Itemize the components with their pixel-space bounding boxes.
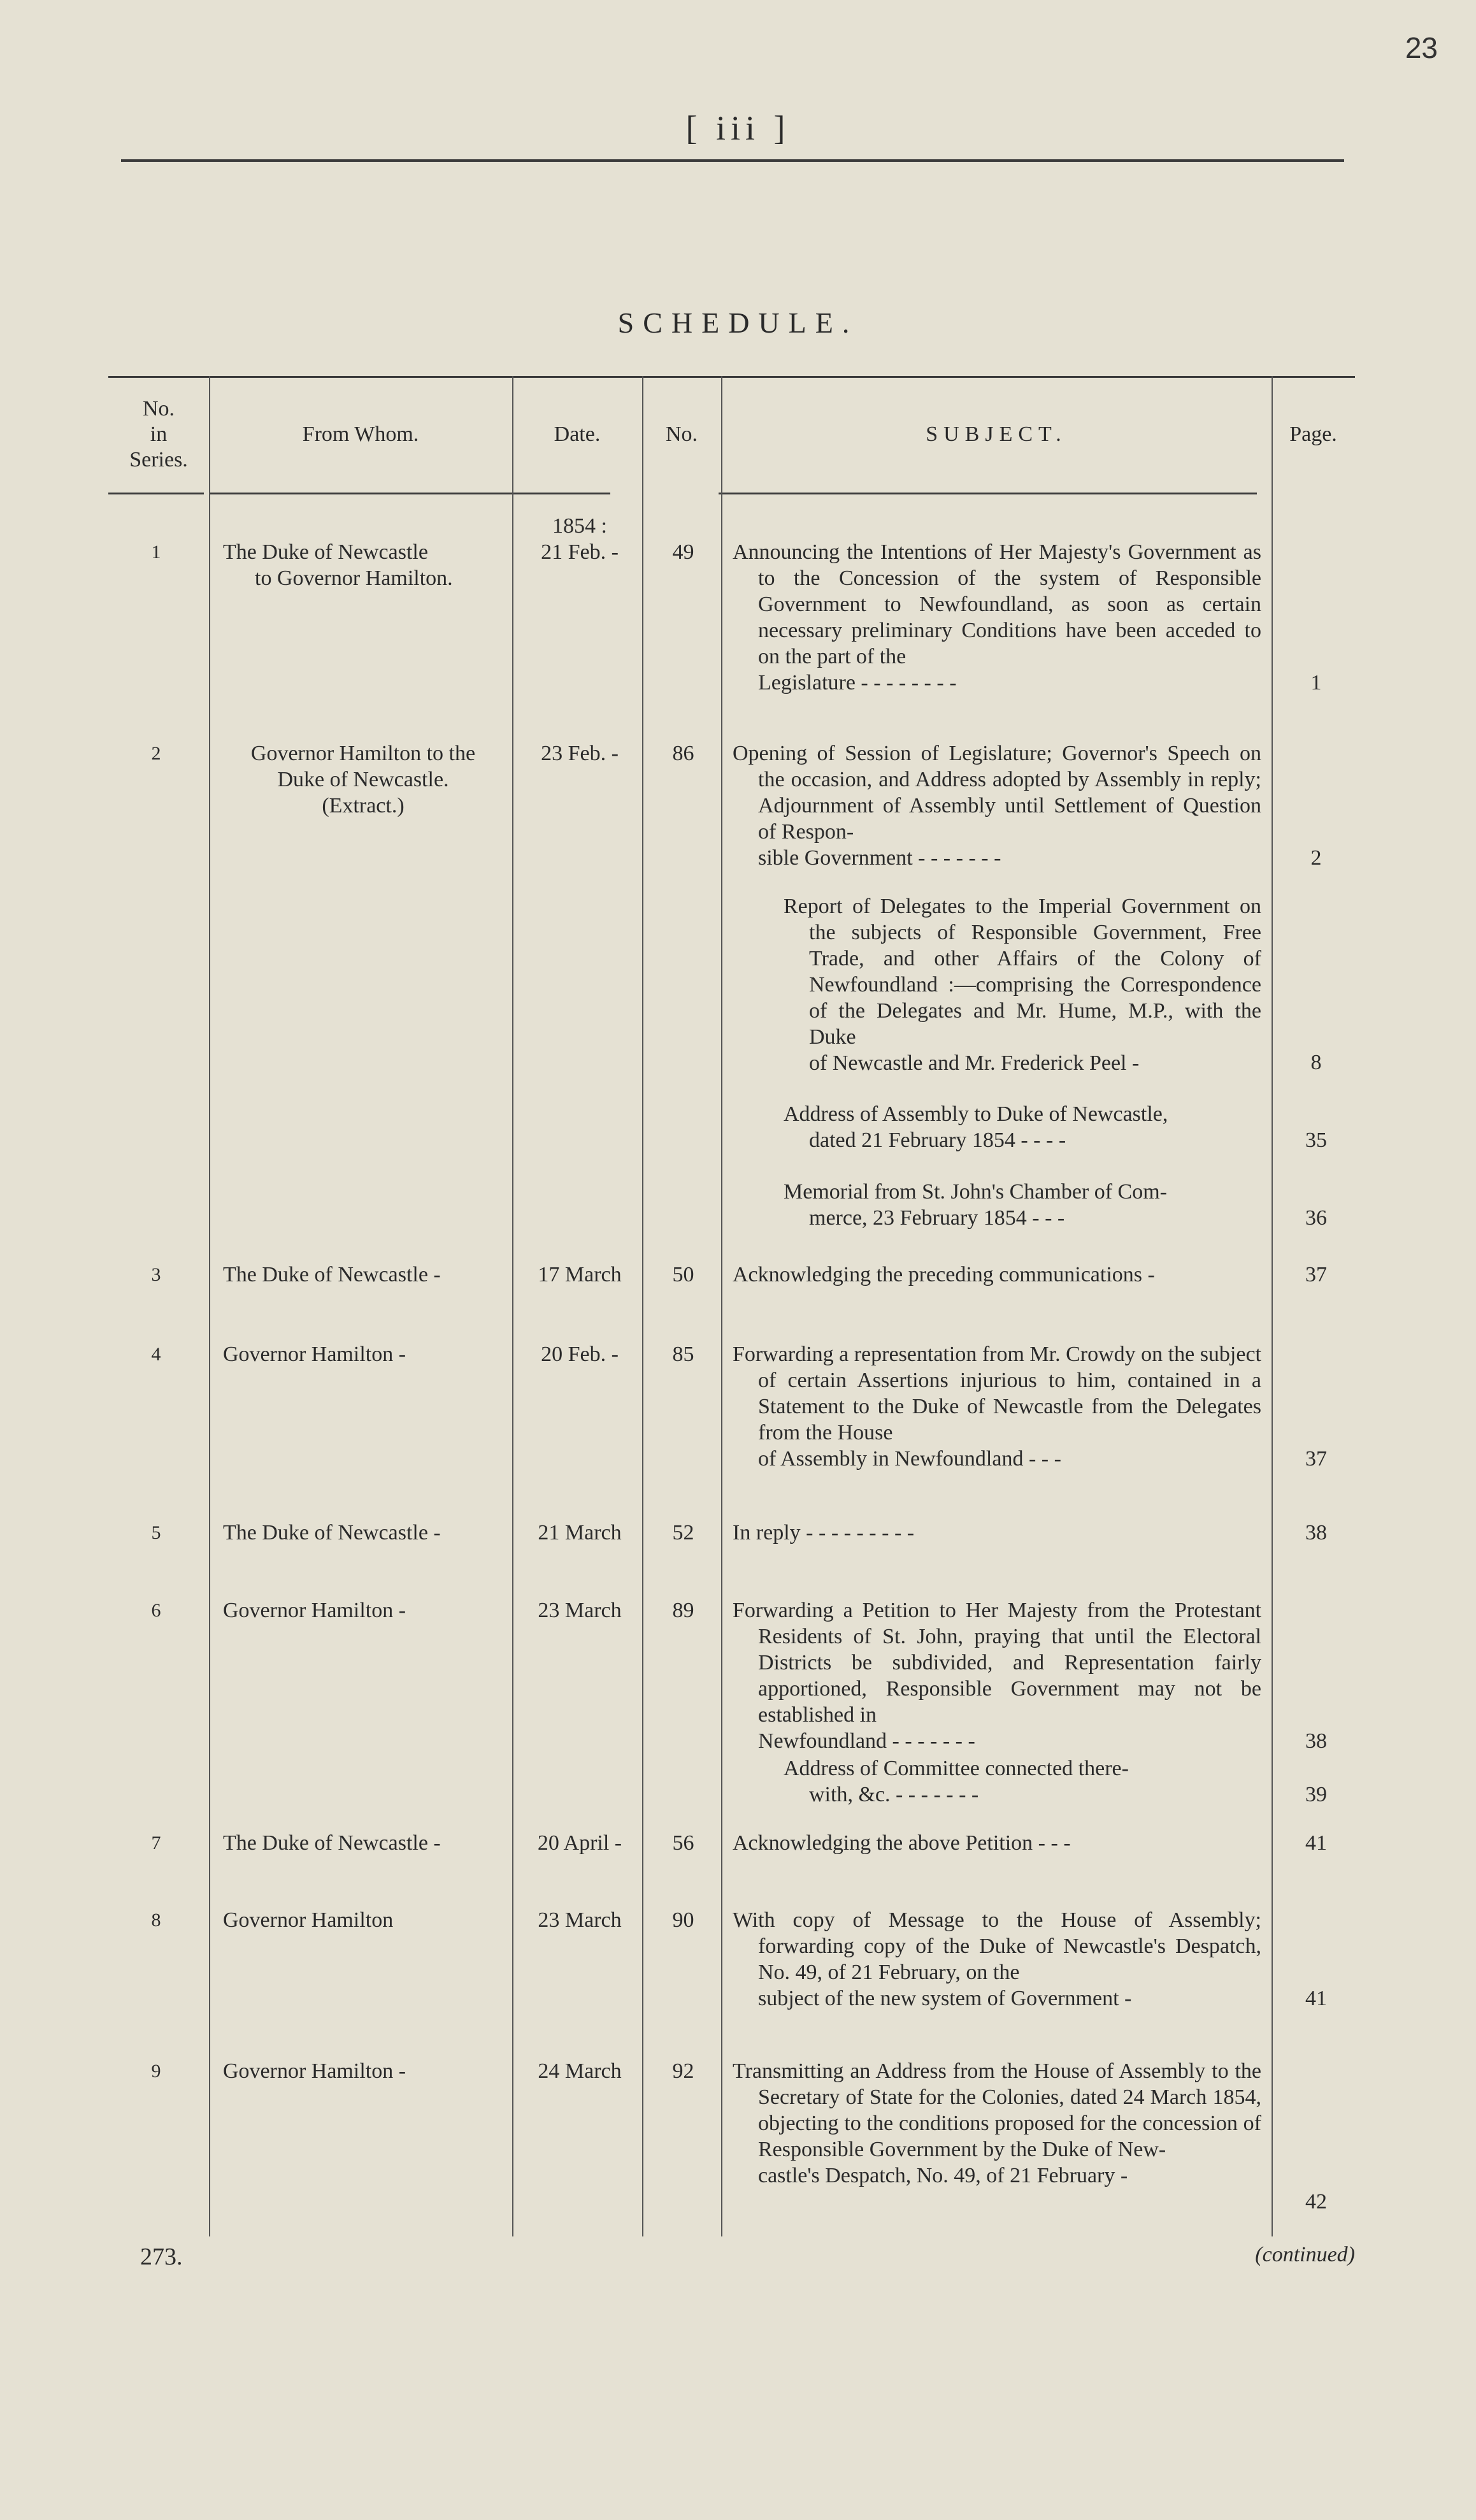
from-whom: Governor Hamilton <box>223 1908 394 1932</box>
series-no: 1 <box>151 542 161 563</box>
column-divider <box>721 376 722 2236</box>
subject <box>733 2058 1261 2189</box>
from-line: Duke of Newcastle. <box>277 768 449 791</box>
col-header-from: From Whom. <box>302 422 419 446</box>
subject <box>733 1907 1261 2012</box>
from-line: to Governor Hamilton. <box>255 566 453 590</box>
subject <box>733 539 1261 696</box>
from-whom: Governor Hamilton - <box>223 1599 406 1622</box>
despatch-no: 50 <box>672 1263 694 1286</box>
column-divider <box>512 376 513 2236</box>
enclosure-text: Memorial from St. John's Chamber of Com- <box>784 1180 1168 1204</box>
despatch-no: 90 <box>672 1908 694 1932</box>
date-year: 1854 : <box>552 514 607 538</box>
series-no: 8 <box>151 1910 161 1931</box>
series-no: 2 <box>151 743 161 764</box>
subject-last-line: Newfoundland - - - - - - - <box>758 1729 975 1753</box>
subject <box>733 1341 1261 1472</box>
despatch-no: 52 <box>672 1521 694 1544</box>
col-header-series-line: in <box>150 422 168 446</box>
column-divider <box>642 376 643 2236</box>
page-ref: 1 <box>1310 671 1322 695</box>
series-no: 6 <box>151 1600 161 1621</box>
page-ref: 41 <box>1305 1987 1327 2010</box>
subject-text: With copy of Message to the House of Assembly; forwarding copy of the Duke of Newcastle's Despatch, No. 49, of 21 February, on the <box>733 1908 1261 1984</box>
series-no: 7 <box>151 1832 161 1854</box>
date: 23 March <box>538 1908 622 1932</box>
header-rule-from <box>210 493 610 494</box>
date: 21 March <box>538 1521 622 1544</box>
enclosure-text: Address of Assembly to Duke of Newcastle, <box>784 1102 1168 1126</box>
page-ref: 41 <box>1305 1831 1327 1855</box>
despatch-no: 85 <box>672 1343 694 1366</box>
from-whom <box>223 539 503 591</box>
subject-text: Opening of Session of Legislature; Governor's Speech on the occasion, and Address adopted by Assembly in reply; Adjournment of Assembly until Settlement of Question of Respon- <box>733 742 1261 844</box>
subject: In reply - - - - - - - - - <box>733 1521 915 1544</box>
header-rule-subject <box>719 493 1257 494</box>
from-whom <box>223 740 503 819</box>
schedule-table <box>108 376 1355 2236</box>
subject-text: Forwarding a representation from Mr. Crowdy on the subject of certain Assertions injurious to him, contained in a Statement to the Duke of Newcastle from the Delegates from the House <box>733 1343 1261 1444</box>
col-header-no: No. <box>665 422 698 446</box>
from-line: Governor Hamilton to the <box>250 742 476 765</box>
col-header-date: Date. <box>554 422 601 446</box>
column-divider <box>1272 376 1273 2236</box>
col-header-series-line: Series. <box>129 447 188 472</box>
col-header-page: Page. <box>1289 422 1337 446</box>
enclosure <box>733 1101 1261 1153</box>
enclosure <box>733 893 1261 1076</box>
page-ref: 39 <box>1305 1783 1327 1806</box>
col-header-subject: SUBJECT. <box>926 422 1067 446</box>
subject: Acknowledging the preceding communications - <box>733 1263 1155 1286</box>
series-no: 3 <box>151 1264 161 1285</box>
from-whom: Governor Hamilton - <box>223 1343 406 1366</box>
enclosure <box>733 1755 1261 1808</box>
page-ref: 36 <box>1305 1206 1327 1230</box>
from-line: The Duke of Newcastle <box>223 540 428 564</box>
enclosure-last-line: of Newcastle and Mr. Frederick Peel - <box>809 1051 1140 1075</box>
enclosure-last-line: with, &c. - - - - - - - <box>809 1783 979 1806</box>
series-no: 4 <box>151 1344 161 1365</box>
page-ref: 2 <box>1310 846 1322 870</box>
header-rule-series <box>108 493 204 494</box>
col-header-series <box>108 376 209 493</box>
subject-last-line: subject of the new system of Government - <box>758 1987 1132 2010</box>
from-whom: The Duke of Newcastle - <box>223 1831 441 1855</box>
page-number: 23 <box>1405 31 1438 64</box>
enclosure-text: Report of Delegates to the Imperial Government on the subjects of Responsible Government, Free Trade, and other Affairs of the Colony of Newfoundland :—comprising the Correspondence of the Delegates and Mr. Hume, M.P., with the Duke <box>784 895 1261 1049</box>
page-ref: 42 <box>1305 2190 1327 2214</box>
date: 24 March <box>538 2059 622 2083</box>
date: 21 Feb. - <box>541 540 619 564</box>
subject-text: Forwarding a Petition to Her Majesty from the Protestant Residents of St. John, praying that until the Electoral Districts be subdivided, and Representation fairly apportioned, Responsible Government may not be established in <box>733 1599 1261 1727</box>
subject: Acknowledging the above Petition - - - <box>733 1831 1071 1855</box>
despatch-no: 49 <box>672 540 694 564</box>
subject-last-line: Legislature - - - - - - - - <box>758 671 957 695</box>
footer-continued: (continued) <box>1255 2243 1355 2266</box>
despatch-no: 86 <box>672 742 694 765</box>
subject-text: Announcing the Intentions of Her Majesty's Government as to the Concession of the system of Responsible Government to Newfoundland, as soon as certain necessary preliminary Conditions have been acceded to on the part of the <box>733 540 1261 668</box>
despatch-no: 56 <box>672 1831 694 1855</box>
subject-last-line: sible Government - - - - - - - <box>758 846 1001 870</box>
from-whom: Governor Hamilton - <box>223 2059 406 2083</box>
enclosure <box>733 1179 1261 1231</box>
despatch-no: 89 <box>672 1599 694 1622</box>
subject-last-line: of Assembly in Newfoundland - - - <box>758 1447 1061 1471</box>
page-ref: 38 <box>1305 1729 1327 1753</box>
from-whom: The Duke of Newcastle - <box>223 1263 441 1286</box>
date: 20 April - <box>537 1831 622 1855</box>
date: 23 March <box>538 1599 622 1622</box>
series-no: 9 <box>151 2061 161 2082</box>
column-divider <box>209 376 210 2236</box>
date: 20 Feb. - <box>541 1343 619 1366</box>
series-no: 5 <box>151 1522 161 1543</box>
despatch-no: 92 <box>672 2059 694 2083</box>
subject <box>733 740 1261 871</box>
page-ref: 38 <box>1305 1521 1327 1544</box>
from-line: (Extract.) <box>322 794 405 817</box>
from-whom: The Duke of Newcastle - <box>223 1521 441 1544</box>
subject-text: Transmitting an Address from the House of Assembly to the Secretary of State for the Colonies, dated 24 March 1854, objecting to the conditions proposed for the concession of Responsible Government by the Duke of New- <box>733 2059 1261 2161</box>
schedule-heading: SCHEDULE. <box>617 306 859 339</box>
date: 17 March <box>538 1263 622 1286</box>
col-header-series-line: No. <box>142 396 175 421</box>
date: 23 Feb. - <box>541 742 619 765</box>
page-ref: 37 <box>1305 1447 1327 1471</box>
header-rule <box>121 159 1344 162</box>
subject <box>733 1597 1261 1754</box>
page-ref: 37 <box>1305 1263 1327 1286</box>
enclosure-last-line: dated 21 February 1854 - - - - <box>809 1128 1066 1152</box>
subject-last-line: castle's Despatch, No. 49, of 21 February - <box>758 2164 1128 2187</box>
enclosure-last-line: merce, 23 February 1854 - - - <box>809 1206 1065 1230</box>
running-head: [ iii ] <box>685 109 791 147</box>
page-ref: 8 <box>1310 1051 1322 1074</box>
page-ref: 35 <box>1305 1128 1327 1152</box>
enclosure-text: Address of Committee connected there- <box>784 1757 1129 1780</box>
footer-sheet-number: 273. <box>140 2243 183 2270</box>
